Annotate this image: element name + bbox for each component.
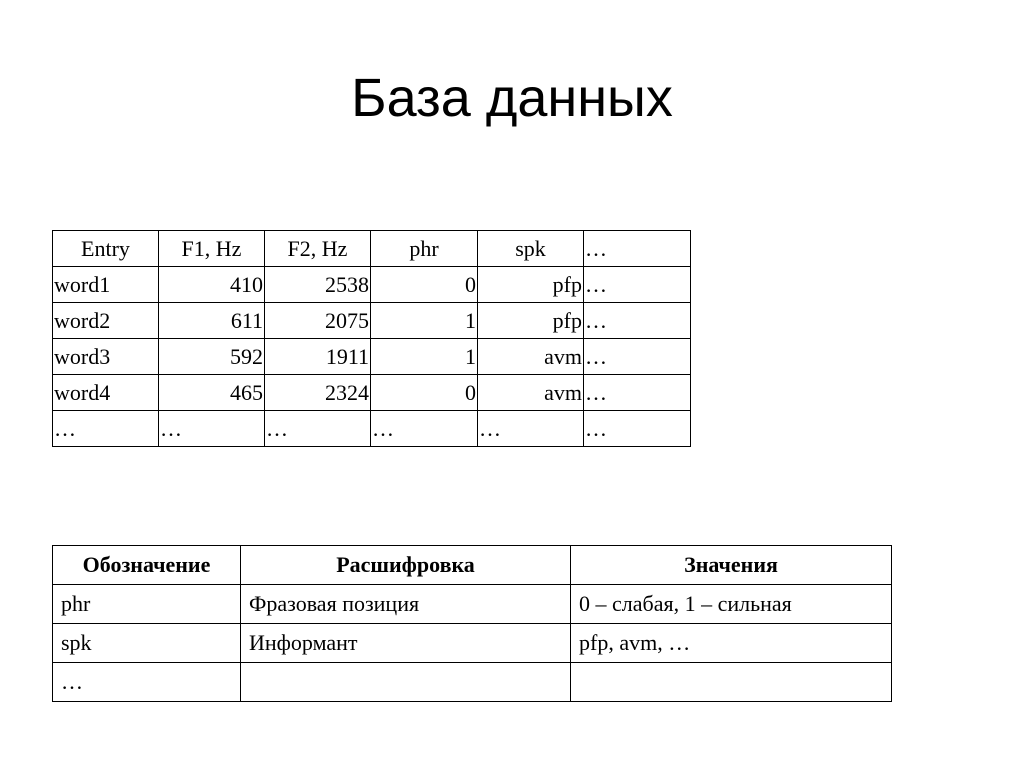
header-cell-designation: Обозначение: [53, 546, 241, 585]
table-cell: word1: [53, 267, 159, 303]
table-row: [53, 303, 691, 339]
header-cell-entry: Entry: [53, 231, 159, 267]
table-cell: 0 – слабая, 1 – сильная: [571, 585, 892, 624]
table-cell: 611: [159, 303, 265, 339]
table-cell: …: [265, 411, 371, 447]
table-cell: 1: [371, 339, 478, 375]
table-cell: word2: [53, 303, 159, 339]
table-cell: …: [159, 411, 265, 447]
table-cell: …: [53, 663, 241, 702]
table-cell: spk: [53, 624, 241, 663]
table-row: [53, 267, 691, 303]
table-cell: [241, 663, 571, 702]
table-cell: 2075: [265, 303, 371, 339]
table-row: [53, 339, 691, 375]
table-cell: word4: [53, 375, 159, 411]
table-cell: avm: [478, 375, 584, 411]
header-cell-f2: F2, Hz: [265, 231, 371, 267]
table-cell: …: [371, 411, 478, 447]
table-cell: 2538: [265, 267, 371, 303]
table-cell: [571, 663, 892, 702]
table-cell: 0: [371, 375, 478, 411]
legend-header-row: [53, 546, 892, 585]
table-cell: pfp: [478, 303, 584, 339]
table-cell: 0: [371, 267, 478, 303]
table-cell: 592: [159, 339, 265, 375]
table-row: [53, 663, 892, 702]
table-cell: word3: [53, 339, 159, 375]
table-cell: …: [53, 411, 159, 447]
table-cell: …: [584, 303, 691, 339]
table-cell: …: [584, 411, 691, 447]
table-cell: phr: [53, 585, 241, 624]
table-cell: 1911: [265, 339, 371, 375]
data-table-header-row: [53, 231, 691, 267]
header-cell-f1: F1, Hz: [159, 231, 265, 267]
table-row: [53, 411, 691, 447]
table-row: [53, 375, 691, 411]
table-cell: pfp: [478, 267, 584, 303]
table-cell: 465: [159, 375, 265, 411]
header-cell-decoding: Расшифровка: [241, 546, 571, 585]
table-cell: Фразовая позиция: [241, 585, 571, 624]
table-cell: Информант: [241, 624, 571, 663]
header-cell-spk: spk: [478, 231, 584, 267]
slide-title: База данных: [351, 68, 673, 128]
table-cell: …: [478, 411, 584, 447]
table-cell: 2324: [265, 375, 371, 411]
table-row: [53, 624, 892, 663]
table-cell: 1: [371, 303, 478, 339]
table-cell: …: [584, 375, 691, 411]
data-table: [52, 230, 691, 447]
header-cell-values: Значения: [571, 546, 892, 585]
table-cell: …: [584, 339, 691, 375]
header-cell-phr: phr: [371, 231, 478, 267]
table-cell: …: [584, 267, 691, 303]
table-row: [53, 585, 892, 624]
header-cell-more: …: [584, 231, 691, 267]
legend-table: [52, 545, 892, 702]
table-cell: 410: [159, 267, 265, 303]
table-cell: avm: [478, 339, 584, 375]
table-cell: pfp, avm, …: [571, 624, 892, 663]
